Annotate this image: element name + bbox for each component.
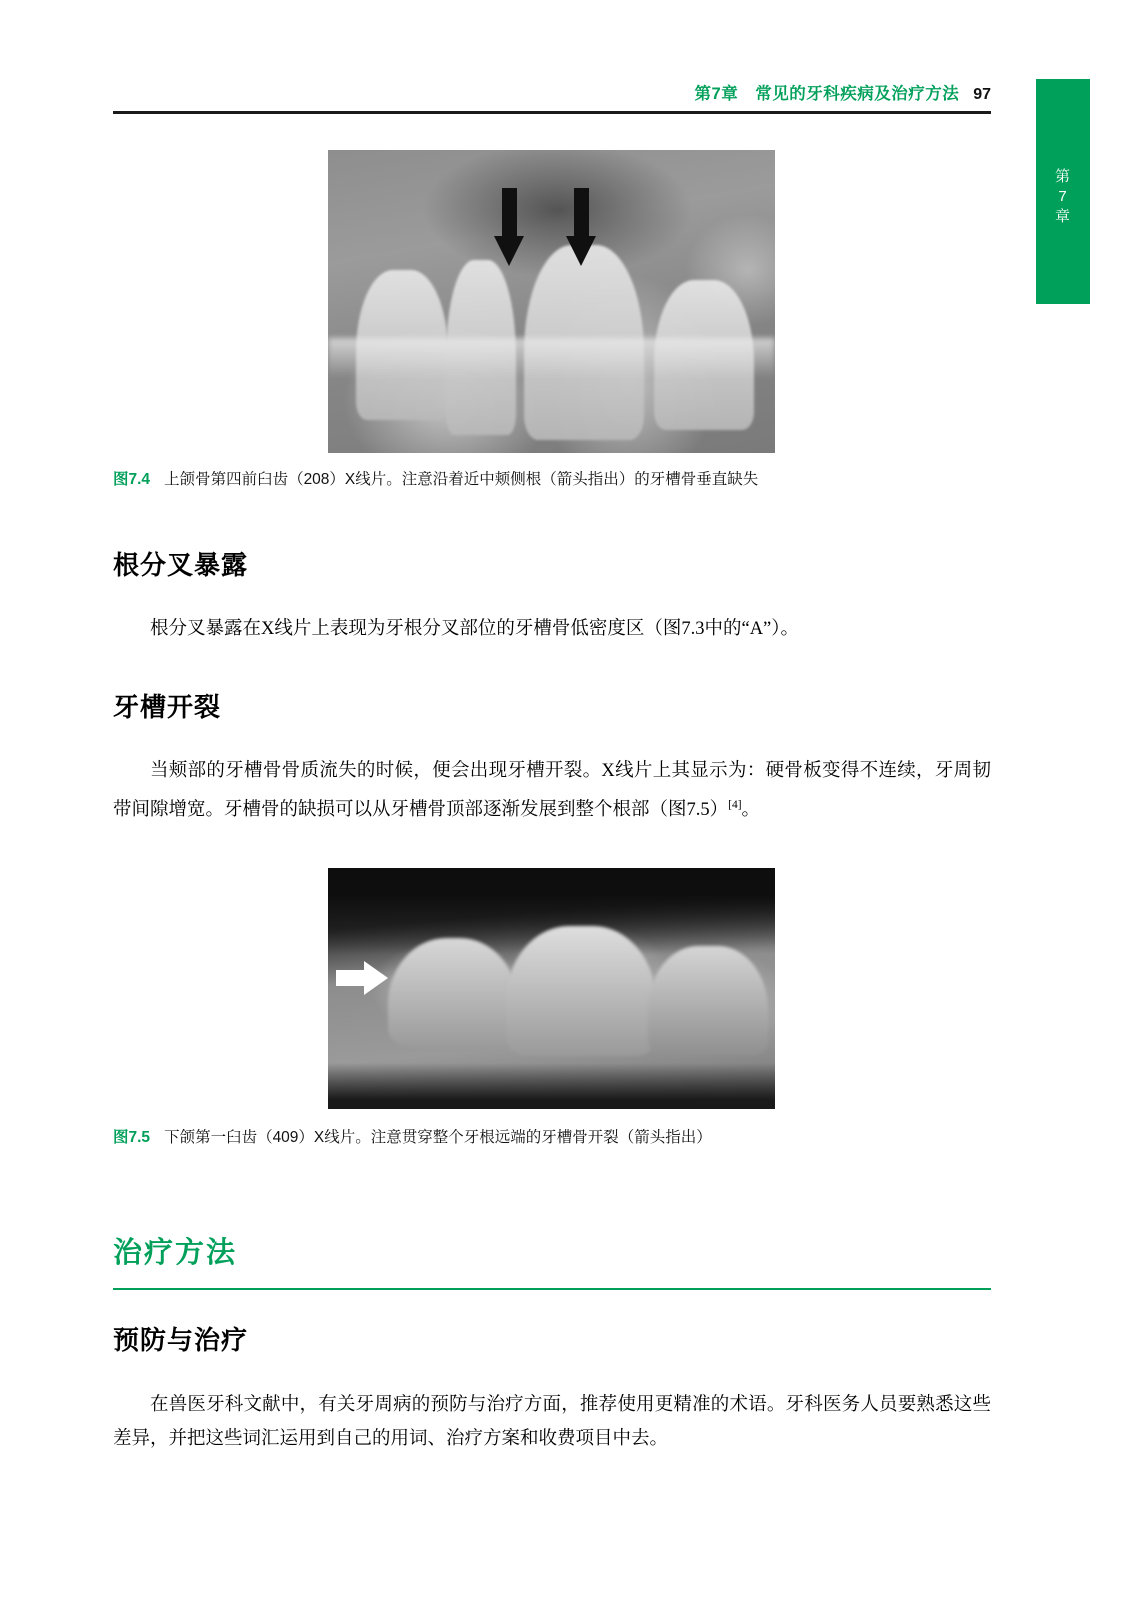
page-number: 97 (973, 86, 991, 103)
section-paragraph-prevention: 在兽医牙科文献中，有关牙周病的预防与治疗方面，推荐使用更精准的术语。牙科医务人员要熟悉这些差异，并把这些词汇运用到自己的用词、治疗方案和收费项目中去。 (113, 1395, 991, 1449)
annotation-arrow-3-icon (336, 961, 388, 995)
figure-7-5 (328, 868, 775, 1109)
section-heading-treatment: 治疗方法 (113, 1237, 238, 1269)
section-heading-prevention: 预防与治疗 (113, 1326, 249, 1355)
figure-7-4-caption (113, 467, 758, 489)
section-heading-dehiscence: 牙槽开裂 (113, 693, 222, 722)
treatment-divider (113, 1288, 991, 1290)
figure-7-5-label: 图7.5 (113, 1129, 151, 1146)
figure-7-5-caption (113, 1125, 712, 1147)
page-header (113, 80, 991, 104)
section-paragraph-furcation: 根分叉暴露在X线片上表现为牙根分叉部位的牙槽骨低密度区（图7.3中的“A”）。 (150, 619, 800, 639)
figure-7-5-caption-text: 下颌第一臼齿（409）X线片。注意贯穿整个牙根远端的牙槽骨开裂（箭头指出） (164, 1129, 712, 1146)
figure-7-5-image (328, 868, 775, 1109)
figure-7-4 (328, 150, 775, 453)
header-chapter-title: 第7章 常见的牙科疾病及治疗方法 (694, 85, 960, 103)
header-divider (113, 111, 991, 114)
figure-7-4-image (328, 150, 775, 453)
section-paragraph-dehiscence (113, 754, 991, 827)
paragraph-text-part1: 当颊部的牙槽骨骨质流失的时候，便会出现牙槽开裂。X线片上其显示为：硬骨板变得不连续，牙周韧带间隙增宽。牙槽骨的缺损可以从牙槽骨顶部逐渐发展到整个根部（图7.5） (113, 761, 991, 821)
paragraph-text-part2: 。 (741, 800, 761, 821)
chapter-side-tab (1036, 79, 1090, 304)
chapter-side-tab-label: 第 7 章 (1054, 168, 1071, 225)
section-heading-furcation: 根分叉暴露 (113, 551, 249, 580)
annotation-arrow-1-icon (494, 188, 524, 266)
figure-7-4-label: 图7.4 (113, 471, 151, 488)
figure-7-4-caption-text: 上颌骨第四前臼齿（208）X线片。注意沿着近中颊侧根（箭头指出）的牙槽骨垂直缺失 (164, 471, 759, 488)
footnote-reference: [4] (728, 799, 742, 811)
annotation-arrow-2-icon (566, 188, 596, 266)
